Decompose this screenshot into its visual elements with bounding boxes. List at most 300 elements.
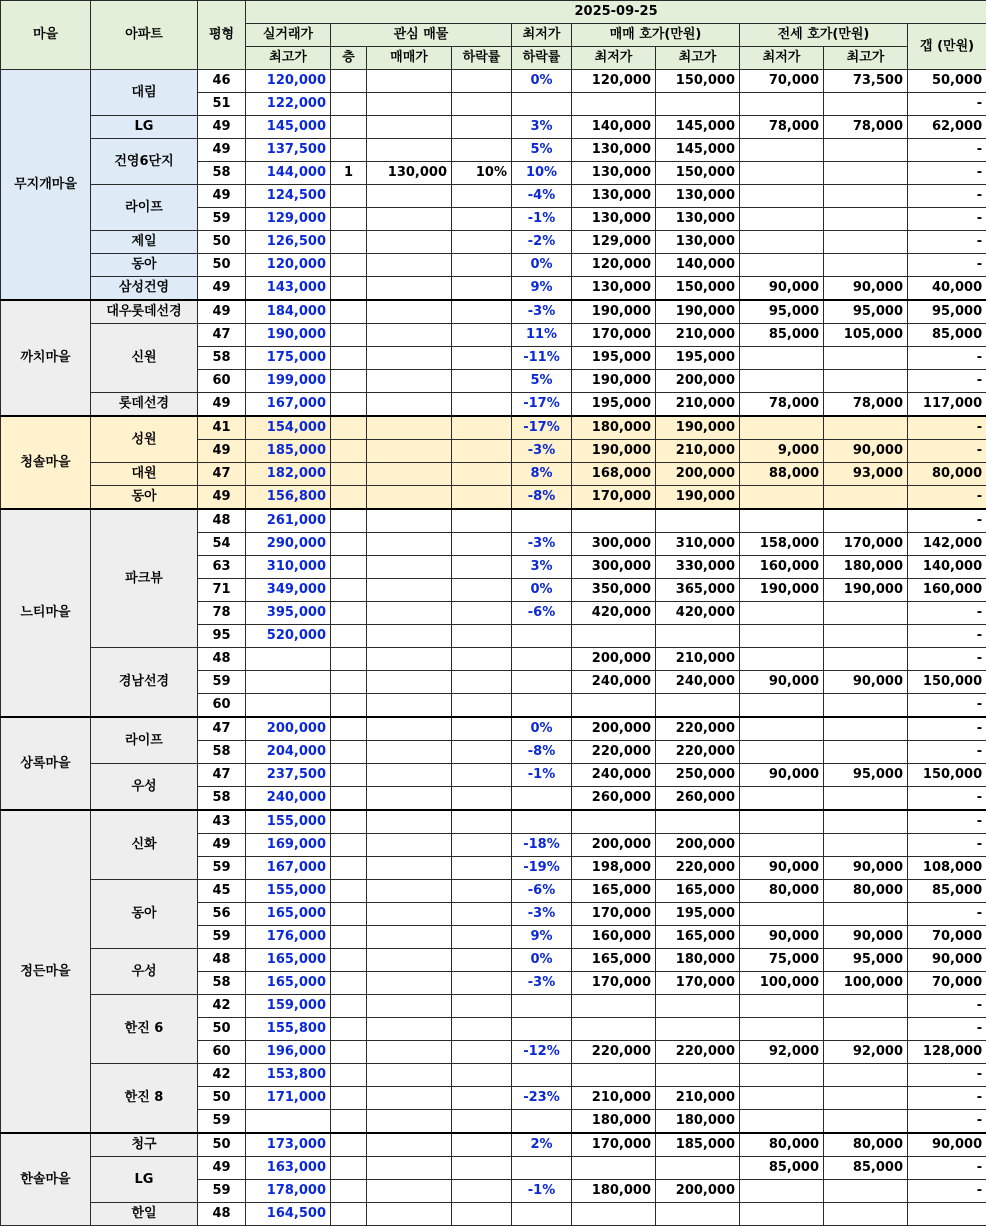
header-sale-min: 최저가 [572, 47, 656, 70]
jeonse-max-cell: 85,000 [824, 1157, 908, 1180]
interest-drop-cell: 10% [452, 162, 512, 185]
sale-min-cell [572, 995, 656, 1018]
table-row [1, 1203, 986, 1226]
gap-cell: 117,000 [908, 393, 986, 417]
gap-cell: - [908, 602, 986, 625]
sale-max-cell: 190,000 [656, 300, 740, 324]
sale-min-cell: 120,000 [572, 254, 656, 277]
size-cell: 60 [198, 370, 246, 393]
min-drop-cell [512, 1157, 572, 1180]
sale-min-cell: 200,000 [572, 834, 656, 857]
header-size: 평형 [198, 1, 246, 70]
interest-sale-cell [367, 70, 452, 93]
min-drop-cell: -1% [512, 1180, 572, 1203]
min-drop-cell: 11% [512, 324, 572, 347]
interest-drop-cell [452, 787, 512, 811]
gap-cell: 150,000 [908, 764, 986, 787]
min-drop-cell: -12% [512, 1041, 572, 1064]
table-row [1, 1157, 986, 1180]
interest-drop-cell [452, 1041, 512, 1064]
table-row [1, 116, 986, 139]
interest-sale-cell [367, 300, 452, 324]
apartment-name: 성원 [91, 416, 198, 463]
floor-cell [331, 1157, 367, 1180]
sale-max-cell: 200,000 [656, 834, 740, 857]
floor-cell [331, 810, 367, 834]
floor-cell [331, 370, 367, 393]
jeonse-max-cell [824, 741, 908, 764]
interest-drop-cell [452, 533, 512, 556]
jeonse-min-cell [740, 370, 824, 393]
header-sale-price: 매매가 [367, 47, 452, 70]
apartment-name: 신화 [91, 810, 198, 880]
floor-cell [331, 1180, 367, 1203]
sale-min-cell: 180,000 [572, 1180, 656, 1203]
interest-sale-cell [367, 556, 452, 579]
interest-sale-cell [367, 671, 452, 694]
actual-price-cell: 290,000 [246, 533, 331, 556]
jeonse-max-cell: 80,000 [824, 880, 908, 903]
table-row [1, 254, 986, 277]
interest-drop-cell [452, 717, 512, 741]
table-row [1, 277, 986, 301]
table-row [1, 949, 986, 972]
sale-max-cell: 165,000 [656, 926, 740, 949]
sale-max-cell: 145,000 [656, 139, 740, 162]
gap-cell: - [908, 162, 986, 185]
jeonse-min-cell [740, 903, 824, 926]
header-sale-quote: 매매 호가(만원) [572, 24, 740, 47]
min-drop-cell [512, 1064, 572, 1087]
min-drop-cell: -8% [512, 741, 572, 764]
interest-sale-cell [367, 1203, 452, 1226]
sale-max-cell: 420,000 [656, 602, 740, 625]
interest-sale-cell [367, 1064, 452, 1087]
floor-cell [331, 972, 367, 995]
floor-cell [331, 139, 367, 162]
actual-price-cell: 165,000 [246, 903, 331, 926]
sale-min-cell: 130,000 [572, 277, 656, 301]
min-drop-cell: 10% [512, 162, 572, 185]
gap-cell: 90,000 [908, 1133, 986, 1157]
sale-min-cell [572, 694, 656, 718]
size-cell: 43 [198, 810, 246, 834]
size-cell: 49 [198, 185, 246, 208]
actual-price-cell: 176,000 [246, 926, 331, 949]
floor-cell [331, 949, 367, 972]
sale-max-cell: 185,000 [656, 1133, 740, 1157]
jeonse-max-cell: 78,000 [824, 393, 908, 417]
jeonse-max-cell [824, 903, 908, 926]
interest-sale-cell [367, 648, 452, 671]
floor-cell [331, 486, 367, 510]
header-apartment: 아파트 [91, 1, 198, 70]
jeonse-min-cell: 90,000 [740, 277, 824, 301]
floor-cell [331, 648, 367, 671]
interest-drop-cell [452, 764, 512, 787]
actual-price-cell: 520,000 [246, 625, 331, 648]
sale-min-cell: 170,000 [572, 486, 656, 510]
min-drop-cell: 9% [512, 926, 572, 949]
interest-drop-cell [452, 416, 512, 440]
jeonse-min-cell: 70,000 [740, 70, 824, 93]
actual-price-cell [246, 671, 331, 694]
min-drop-cell: -11% [512, 347, 572, 370]
sale-min-cell: 200,000 [572, 717, 656, 741]
interest-sale-cell [367, 972, 452, 995]
size-cell: 49 [198, 440, 246, 463]
floor-cell [331, 277, 367, 301]
jeonse-min-cell: 88,000 [740, 463, 824, 486]
gap-cell: 108,000 [908, 857, 986, 880]
min-drop-cell [512, 694, 572, 718]
actual-price-cell: 165,000 [246, 949, 331, 972]
floor-cell [331, 116, 367, 139]
apartment-name: 동아 [91, 254, 198, 277]
jeonse-max-cell: 90,000 [824, 277, 908, 301]
interest-drop-cell [452, 1157, 512, 1180]
sale-max-cell: 220,000 [656, 857, 740, 880]
actual-price-cell: 124,500 [246, 185, 331, 208]
header-min-drop-top: 최저가 [512, 24, 572, 47]
min-drop-cell [512, 1203, 572, 1226]
actual-price-cell: 395,000 [246, 602, 331, 625]
apartment-name: 우성 [91, 764, 198, 811]
sale-min-cell: 170,000 [572, 324, 656, 347]
min-drop-cell [512, 810, 572, 834]
jeonse-min-cell [740, 1110, 824, 1134]
header-min-drop-bottom: 하락률 [512, 47, 572, 70]
interest-sale-cell [367, 1180, 452, 1203]
interest-drop-cell [452, 347, 512, 370]
gap-cell: 142,000 [908, 533, 986, 556]
gap-cell: 62,000 [908, 116, 986, 139]
floor-cell [331, 416, 367, 440]
min-drop-cell: 0% [512, 949, 572, 972]
sale-min-cell: 160,000 [572, 926, 656, 949]
interest-drop-cell [452, 231, 512, 254]
size-cell: 95 [198, 625, 246, 648]
apartment-name: 라이프 [91, 185, 198, 231]
gap-cell: - [908, 995, 986, 1018]
size-cell: 78 [198, 602, 246, 625]
apartment-name: 청구 [91, 1133, 198, 1157]
min-drop-cell: -4% [512, 185, 572, 208]
size-cell: 54 [198, 533, 246, 556]
interest-drop-cell [452, 185, 512, 208]
apartment-name: LG [91, 116, 198, 139]
jeonse-min-cell [740, 625, 824, 648]
village-name: 청솔마을 [1, 416, 91, 509]
min-drop-cell: 5% [512, 370, 572, 393]
floor-cell [331, 694, 367, 718]
actual-price-cell: 169,000 [246, 834, 331, 857]
size-cell: 47 [198, 324, 246, 347]
size-cell: 50 [198, 254, 246, 277]
sale-max-cell: 210,000 [656, 393, 740, 417]
sale-max-cell: 180,000 [656, 949, 740, 972]
interest-drop-cell [452, 671, 512, 694]
size-cell: 48 [198, 1203, 246, 1226]
jeonse-min-cell [740, 254, 824, 277]
actual-price-cell: 310,000 [246, 556, 331, 579]
interest-drop-cell [452, 324, 512, 347]
jeonse-min-cell [740, 185, 824, 208]
floor-cell [331, 1041, 367, 1064]
gap-cell: 160,000 [908, 579, 986, 602]
interest-drop-cell [452, 741, 512, 764]
jeonse-max-cell: 100,000 [824, 972, 908, 995]
min-drop-cell [512, 648, 572, 671]
floor-cell [331, 857, 367, 880]
floor-cell [331, 185, 367, 208]
gap-cell: - [908, 93, 986, 116]
size-cell: 71 [198, 579, 246, 602]
size-cell: 47 [198, 764, 246, 787]
jeonse-max-cell [824, 1203, 908, 1226]
actual-price-cell [246, 648, 331, 671]
interest-drop-cell [452, 625, 512, 648]
table-row [1, 324, 986, 347]
interest-drop-cell [452, 834, 512, 857]
sale-min-cell: 200,000 [572, 648, 656, 671]
interest-sale-cell [367, 93, 452, 116]
sale-min-cell: 195,000 [572, 393, 656, 417]
table-row [1, 393, 986, 417]
gap-cell: - [908, 370, 986, 393]
floor-cell [331, 764, 367, 787]
interest-sale-cell [367, 277, 452, 301]
gap-cell: - [908, 486, 986, 510]
min-drop-cell: -8% [512, 486, 572, 510]
jeonse-min-cell: 85,000 [740, 1157, 824, 1180]
interest-drop-cell [452, 139, 512, 162]
gap-cell: 40,000 [908, 277, 986, 301]
jeonse-min-cell [740, 834, 824, 857]
jeonse-max-cell [824, 717, 908, 741]
size-cell: 47 [198, 717, 246, 741]
min-drop-cell: 3% [512, 556, 572, 579]
min-drop-cell: 0% [512, 254, 572, 277]
min-drop-cell: -17% [512, 393, 572, 417]
interest-drop-cell [452, 579, 512, 602]
sale-max-cell [656, 625, 740, 648]
floor-cell [331, 347, 367, 370]
table-row [1, 139, 986, 162]
floor-cell [331, 300, 367, 324]
min-drop-cell: -1% [512, 208, 572, 231]
jeonse-min-cell: 75,000 [740, 949, 824, 972]
sale-min-cell: 220,000 [572, 741, 656, 764]
sale-min-cell: 130,000 [572, 185, 656, 208]
gap-cell: 128,000 [908, 1041, 986, 1064]
floor-cell [331, 787, 367, 811]
sale-min-cell: 195,000 [572, 347, 656, 370]
interest-drop-cell [452, 1133, 512, 1157]
actual-price-cell: 156,800 [246, 486, 331, 510]
sale-min-cell: 190,000 [572, 440, 656, 463]
interest-drop-cell [452, 254, 512, 277]
sale-min-cell: 168,000 [572, 463, 656, 486]
interest-sale-cell [367, 116, 452, 139]
interest-sale-cell [367, 208, 452, 231]
floor-cell [331, 1133, 367, 1157]
interest-sale-cell [367, 949, 452, 972]
size-cell: 58 [198, 787, 246, 811]
size-cell: 46 [198, 70, 246, 93]
interest-sale-cell [367, 903, 452, 926]
interest-drop-cell [452, 70, 512, 93]
gap-cell: - [908, 903, 986, 926]
sale-min-cell: 130,000 [572, 162, 656, 185]
floor-cell [331, 1064, 367, 1087]
interest-sale-cell [367, 880, 452, 903]
min-drop-cell [512, 93, 572, 116]
sale-min-cell: 240,000 [572, 671, 656, 694]
jeonse-max-cell [824, 254, 908, 277]
sale-max-cell: 220,000 [656, 741, 740, 764]
jeonse-min-cell [740, 602, 824, 625]
min-drop-cell: -19% [512, 857, 572, 880]
jeonse-min-cell [740, 162, 824, 185]
sale-max-cell: 150,000 [656, 70, 740, 93]
jeonse-max-cell: 93,000 [824, 463, 908, 486]
jeonse-max-cell [824, 602, 908, 625]
actual-price-cell: 144,000 [246, 162, 331, 185]
sale-min-cell: 300,000 [572, 533, 656, 556]
min-drop-cell: 3% [512, 116, 572, 139]
actual-price-cell: 185,000 [246, 440, 331, 463]
min-drop-cell [512, 1018, 572, 1041]
sale-min-cell: 120,000 [572, 70, 656, 93]
sale-max-cell: 190,000 [656, 416, 740, 440]
table-row [1, 416, 986, 440]
jeonse-max-cell: 92,000 [824, 1041, 908, 1064]
sale-max-cell: 195,000 [656, 903, 740, 926]
interest-sale-cell [367, 231, 452, 254]
min-drop-cell: 0% [512, 579, 572, 602]
interest-sale-cell [367, 1087, 452, 1110]
min-drop-cell [512, 787, 572, 811]
actual-price-cell [246, 1110, 331, 1134]
jeonse-min-cell [740, 231, 824, 254]
size-cell: 50 [198, 231, 246, 254]
size-cell: 58 [198, 972, 246, 995]
jeonse-min-cell: 90,000 [740, 857, 824, 880]
sale-max-cell: 150,000 [656, 277, 740, 301]
interest-sale-cell [367, 139, 452, 162]
actual-price-cell: 155,000 [246, 810, 331, 834]
interest-drop-cell [452, 926, 512, 949]
min-drop-cell: 9% [512, 277, 572, 301]
jeonse-max-cell [824, 810, 908, 834]
sale-max-cell [656, 995, 740, 1018]
interest-drop-cell [452, 1203, 512, 1226]
header-jeonse-max: 최고가 [824, 47, 908, 70]
gap-cell: - [908, 810, 986, 834]
jeonse-max-cell: 80,000 [824, 1133, 908, 1157]
floor-cell [331, 533, 367, 556]
jeonse-min-cell [740, 648, 824, 671]
interest-drop-cell [452, 857, 512, 880]
jeonse-min-cell: 9,000 [740, 440, 824, 463]
jeonse-min-cell: 160,000 [740, 556, 824, 579]
min-drop-cell: -18% [512, 834, 572, 857]
sale-max-cell: 145,000 [656, 116, 740, 139]
min-drop-cell: -6% [512, 602, 572, 625]
sale-max-cell [656, 93, 740, 116]
jeonse-max-cell [824, 995, 908, 1018]
jeonse-max-cell: 90,000 [824, 440, 908, 463]
apartment-name: 한일 [91, 1203, 198, 1226]
sale-min-cell: 170,000 [572, 903, 656, 926]
interest-drop-cell [452, 880, 512, 903]
sale-min-cell [572, 1157, 656, 1180]
floor-cell [331, 926, 367, 949]
floor-cell [331, 903, 367, 926]
table-row [1, 717, 986, 741]
actual-price-cell: 240,000 [246, 787, 331, 811]
min-drop-cell: -3% [512, 533, 572, 556]
apartment-name: 한진 6 [91, 995, 198, 1064]
actual-price-cell: 164,500 [246, 1203, 331, 1226]
sale-max-cell [656, 1064, 740, 1087]
floor-cell [331, 208, 367, 231]
header-jeonse-quote: 전세 호가(만원) [740, 24, 908, 47]
gap-cell: - [908, 139, 986, 162]
table-row [1, 463, 986, 486]
interest-sale-cell [367, 463, 452, 486]
table-row [1, 880, 986, 903]
jeonse-min-cell [740, 717, 824, 741]
sale-min-cell [572, 509, 656, 533]
interest-sale-cell [367, 509, 452, 533]
village-name: 상록마을 [1, 717, 91, 810]
size-cell: 42 [198, 995, 246, 1018]
actual-price-cell: 163,000 [246, 1157, 331, 1180]
village-name: 느티마을 [1, 509, 91, 717]
jeonse-max-cell [824, 1018, 908, 1041]
sale-max-cell: 200,000 [656, 370, 740, 393]
actual-price-cell: 204,000 [246, 741, 331, 764]
size-cell: 50 [198, 1087, 246, 1110]
apartment-name: 대우롯데선경 [91, 300, 198, 324]
sale-min-cell: 198,000 [572, 857, 656, 880]
jeonse-max-cell: 90,000 [824, 671, 908, 694]
jeonse-min-cell: 78,000 [740, 116, 824, 139]
gap-cell: - [908, 1180, 986, 1203]
jeonse-max-cell: 95,000 [824, 764, 908, 787]
gap-cell: - [908, 1110, 986, 1134]
jeonse-max-cell: 95,000 [824, 300, 908, 324]
actual-price-cell: 199,000 [246, 370, 331, 393]
header-jeonse-min: 최저가 [740, 47, 824, 70]
size-cell: 59 [198, 208, 246, 231]
apartment-name: 동아 [91, 486, 198, 510]
jeonse-min-cell [740, 509, 824, 533]
table-row [1, 300, 986, 324]
sale-max-cell [656, 1018, 740, 1041]
table-row [1, 1133, 986, 1157]
interest-sale-cell [367, 370, 452, 393]
header-actual-top: 실거래가 [246, 24, 331, 47]
gap-cell: - [908, 1018, 986, 1041]
sale-min-cell: 165,000 [572, 949, 656, 972]
sale-max-cell [656, 509, 740, 533]
jeonse-min-cell [740, 1064, 824, 1087]
sale-max-cell: 310,000 [656, 533, 740, 556]
gap-cell: 140,000 [908, 556, 986, 579]
